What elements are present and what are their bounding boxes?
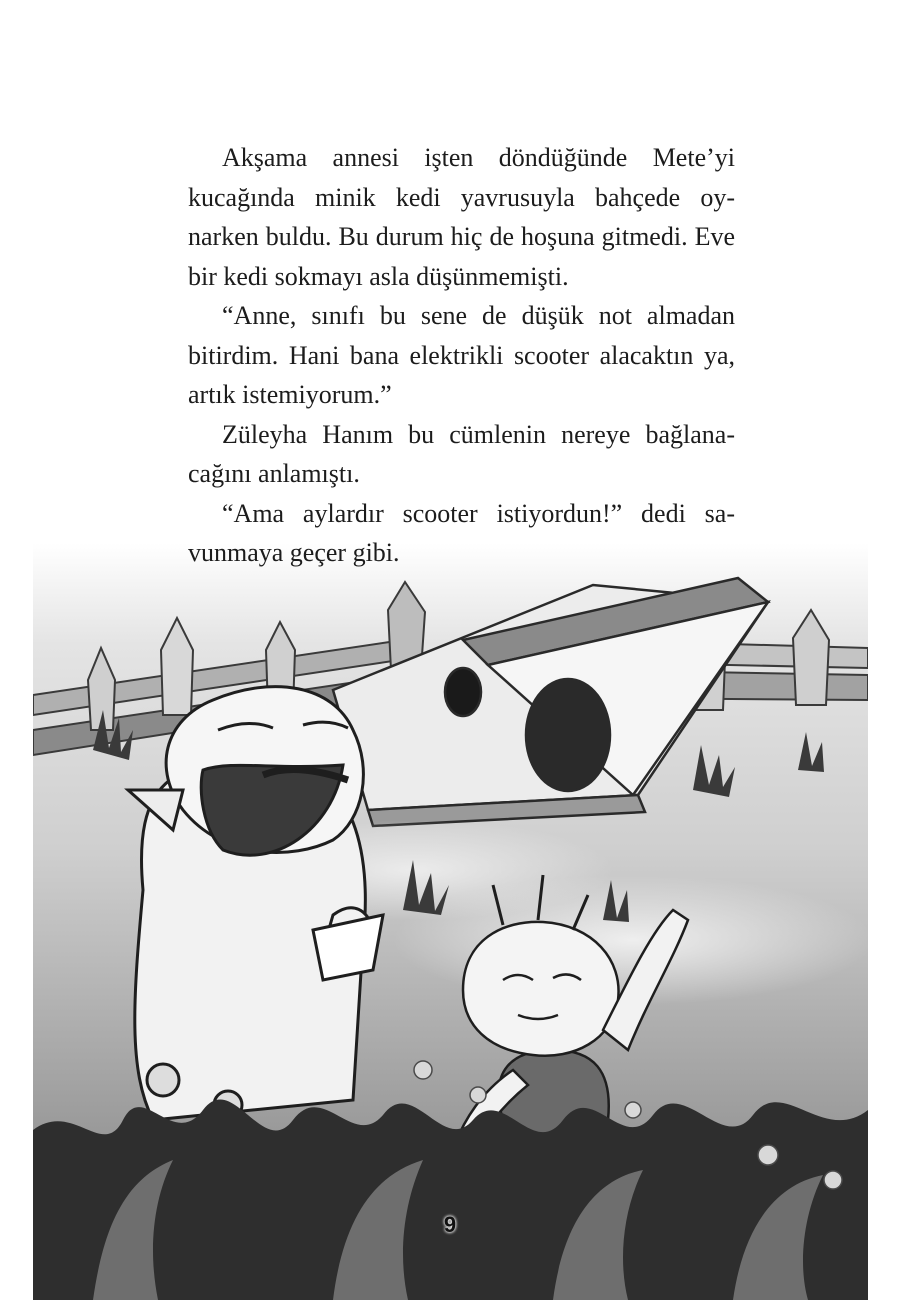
foreground-grass — [33, 1099, 868, 1300]
paragraph: Züleyha Hanım bu cümlenin nereye bağlana- cağını anlamıştı. — [188, 419, 735, 488]
body-text — [188, 138, 735, 573]
paragraph: “Ama aylardır scooter istiyordun!” dedi sa- vunmaya geçer gibi. — [188, 498, 735, 567]
tall-troll — [128, 687, 383, 1120]
paragraph: “Anne, sınıfı bu sene de düşük not almadan bitirdim. Hani bana elektrikli scooter alacaktın ya, artık istemiyorum.” — [188, 301, 735, 409]
paragraph: Akşama annesi işten döndüğünde Mete’yi kucağında minik kedi yavrusuyla bahçede oy- narken buldu. Bu durum hiç de hoşuna gitmedi. Eve bir kedi sokmayı asla düşünmemişti. — [188, 143, 735, 291]
page-number: 9 — [443, 1212, 457, 1237]
